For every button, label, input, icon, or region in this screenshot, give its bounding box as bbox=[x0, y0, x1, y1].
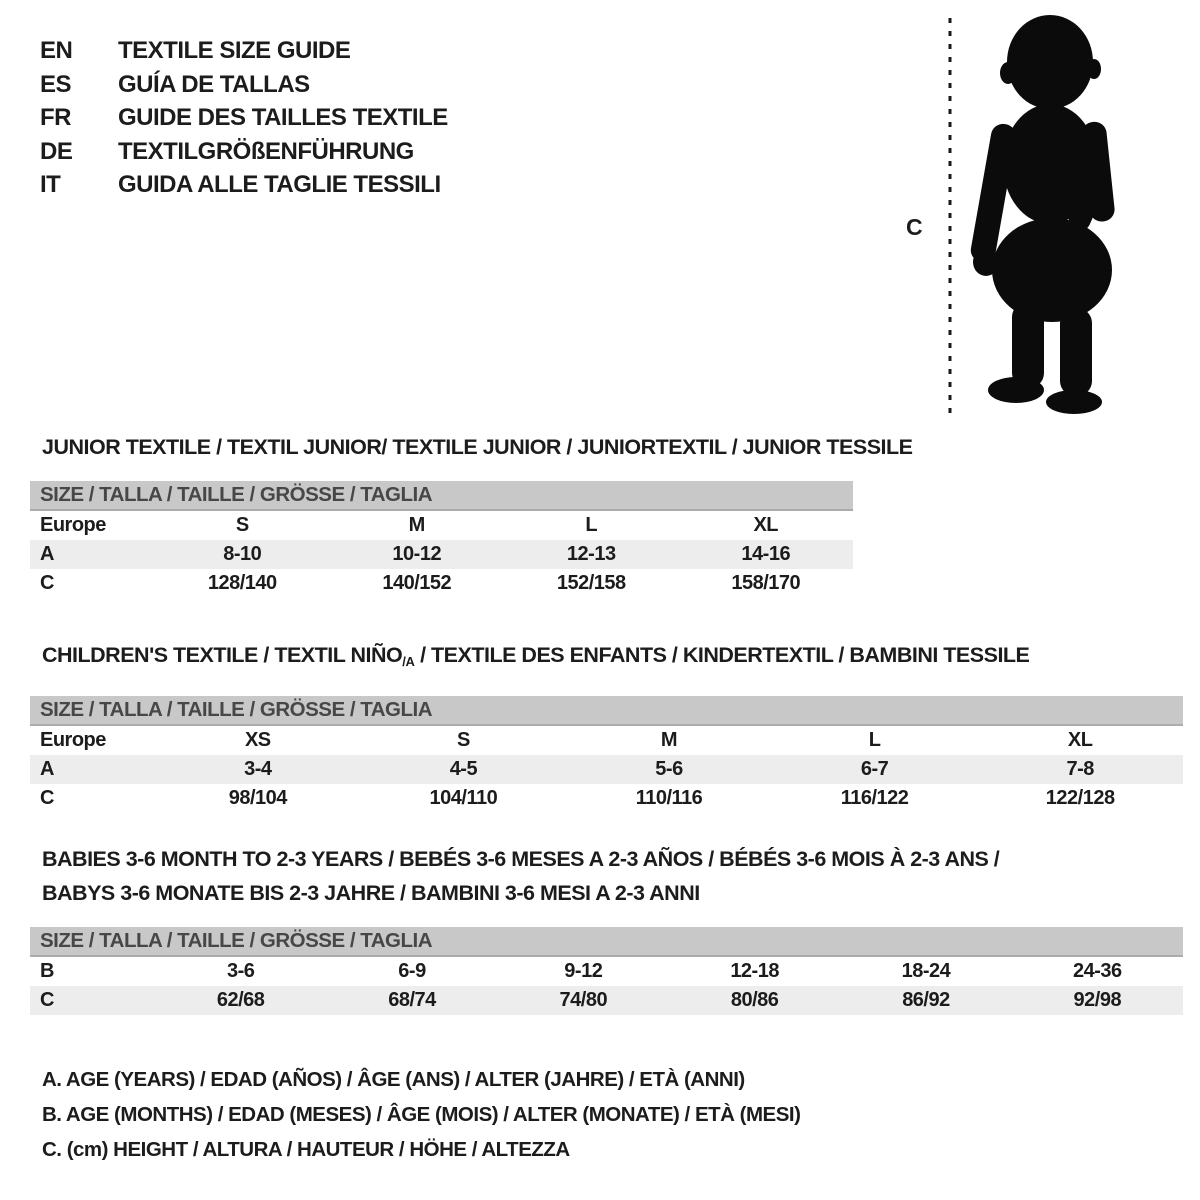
row-label: C bbox=[40, 787, 54, 809]
title-text: CHILDREN'S TEXTILE / TEXTIL NIÑO bbox=[42, 643, 403, 667]
language-title: GUÍA DE TALLAS bbox=[118, 70, 310, 98]
table-cell: 80/86 bbox=[730, 989, 779, 1011]
table-cell: 110/116 bbox=[635, 787, 703, 809]
section-title bbox=[30, 638, 1183, 679]
row-label: A bbox=[40, 543, 54, 565]
row-label: C bbox=[40, 572, 54, 594]
table-row bbox=[30, 957, 1183, 986]
table-header-row bbox=[30, 726, 1183, 755]
table-cell: 92/98 bbox=[1073, 989, 1122, 1011]
table-cell: 3-4 bbox=[244, 758, 272, 780]
section-childrens-textile bbox=[30, 638, 1183, 813]
size-table bbox=[30, 927, 1183, 1015]
table-cell: 158/170 bbox=[731, 572, 801, 594]
language-title: TEXTILE SIZE GUIDE bbox=[118, 37, 351, 64]
table-cell: 6-9 bbox=[398, 960, 426, 982]
language-title: GUIDA ALLE TAGLIE TESSILI bbox=[118, 171, 441, 198]
legend-line: C. (cm) HEIGHT / ALTURA / HAUTEUR / HÖHE / ALTEZZA bbox=[42, 1138, 570, 1161]
table-row bbox=[30, 569, 853, 598]
table-cell: 68/74 bbox=[388, 989, 436, 1011]
table-cell: 122/128 bbox=[1045, 787, 1115, 809]
table-row bbox=[30, 784, 1183, 813]
height-measure-label: C bbox=[906, 214, 923, 240]
language-row bbox=[40, 101, 448, 135]
row-label: Europe bbox=[40, 514, 106, 536]
section-junior-textile bbox=[30, 430, 913, 598]
language-row bbox=[40, 34, 448, 68]
language-list bbox=[40, 34, 448, 202]
size-column-header: M bbox=[408, 514, 425, 536]
size-header-bar: SIZE / TALLA / TAILLE / GRÖSSE / TAGLIA bbox=[30, 927, 1183, 957]
table-cell: 104/110 bbox=[429, 787, 498, 809]
size-column-header: XS bbox=[244, 729, 271, 751]
table-cell: 14-16 bbox=[741, 543, 791, 565]
table-row bbox=[30, 755, 1183, 784]
table-header-row bbox=[30, 511, 853, 540]
table-cell: 116/122 bbox=[840, 787, 909, 809]
table-cell: 7-8 bbox=[1066, 758, 1094, 780]
size-column-header: L bbox=[585, 514, 598, 536]
table-cell: 10-12 bbox=[392, 543, 442, 565]
language-code: EN bbox=[40, 37, 73, 64]
title-text: / TEXTILE DES ENFANTS / KINDERTEXTIL / BAMBINI TESSILE bbox=[414, 643, 1030, 667]
table-cell: 152/158 bbox=[556, 572, 626, 594]
section-title-line bbox=[42, 430, 913, 464]
language-code: FR bbox=[40, 104, 71, 131]
size-column-header: L bbox=[868, 729, 881, 751]
section-title-line bbox=[42, 842, 1183, 876]
table-row bbox=[30, 540, 853, 569]
size-column-header: M bbox=[660, 729, 678, 751]
language-row bbox=[40, 135, 448, 169]
table-cell: 12-18 bbox=[730, 960, 779, 982]
section-title-line bbox=[42, 876, 1183, 910]
title-text: BABYS 3-6 MONATE BIS 2-3 JAHRE / BAMBINI 3-6 MESI A 2-3 ANNI bbox=[42, 881, 700, 905]
size-table bbox=[30, 696, 1183, 813]
size-column-header: S bbox=[235, 514, 249, 536]
table-cell: 98/104 bbox=[228, 787, 287, 809]
title-subscript: /A bbox=[402, 654, 415, 669]
title-text: BABIES 3-6 MONTH TO 2-3 YEARS / BEBÉS 3-6 MESES A 2-3 AÑOS / BÉBÉS 3-6 MOIS À 2-3 ANS / bbox=[42, 847, 1000, 871]
table-cell: 140/152 bbox=[382, 572, 452, 594]
table-cell: 12-13 bbox=[566, 543, 616, 565]
table-cell: 18-24 bbox=[901, 960, 951, 982]
language-title: TEXTILGRÖßENFÜHRUNG bbox=[118, 137, 414, 165]
legend-line: A. AGE (YEARS) / EDAD (AÑOS) / ÂGE (ANS) / ALTER (JAHRE) / ETÀ (ANNI) bbox=[42, 1068, 745, 1091]
language-row bbox=[40, 68, 448, 102]
table-cell: 24-36 bbox=[1072, 960, 1122, 982]
row-label: C bbox=[40, 989, 54, 1011]
language-code: IT bbox=[40, 171, 61, 198]
table-cell: 3-6 bbox=[226, 960, 255, 982]
row-label: B bbox=[40, 960, 54, 982]
table-cell: 9-12 bbox=[564, 960, 603, 982]
title-text: JUNIOR TEXTILE / TEXTIL JUNIOR/ TEXTILE JUNIOR / JUNIORTEXTIL / JUNIOR TESSILE bbox=[42, 435, 913, 459]
table-cell: 8-10 bbox=[223, 543, 262, 565]
table-cell: 6-7 bbox=[860, 758, 889, 780]
row-label: A bbox=[40, 758, 54, 780]
size-header-bar: SIZE / TALLA / TAILLE / GRÖSSE / TAGLIA bbox=[30, 481, 853, 511]
legend-line: B. AGE (MONTHS) / EDAD (MESES) / ÂGE (MOIS) / ALTER (MONATE) / ETÀ (MESI) bbox=[42, 1103, 801, 1126]
table-row bbox=[30, 986, 1183, 1015]
table-cell: 5-6 bbox=[655, 758, 683, 780]
table-cell: 74/80 bbox=[559, 989, 608, 1011]
legend bbox=[42, 1062, 800, 1167]
table-cell: 4-5 bbox=[449, 758, 478, 780]
height-dashed-line-icon bbox=[946, 16, 954, 420]
section-title bbox=[30, 842, 1183, 910]
section-babies-textile bbox=[30, 842, 1183, 1015]
size-column-header: XL bbox=[1067, 729, 1093, 751]
table-cell: 86/92 bbox=[902, 989, 950, 1011]
table-cell: 62/68 bbox=[216, 989, 265, 1011]
row-label: Europe bbox=[40, 729, 106, 751]
language-row bbox=[40, 168, 448, 202]
size-table bbox=[30, 481, 853, 598]
size-column-header: S bbox=[456, 729, 470, 751]
toddler-silhouette-icon bbox=[960, 12, 1138, 416]
size-header-bar: SIZE / TALLA / TAILLE / GRÖSSE / TAGLIA bbox=[30, 696, 1183, 726]
language-code: ES bbox=[40, 70, 72, 98]
table-cell: 128/140 bbox=[207, 572, 277, 594]
language-title: GUIDE DES TAILLES TEXTILE bbox=[118, 104, 448, 131]
section-title bbox=[30, 430, 913, 464]
size-column-header: XL bbox=[753, 514, 779, 536]
language-code: DE bbox=[40, 137, 73, 165]
section-title-line bbox=[42, 638, 1183, 679]
